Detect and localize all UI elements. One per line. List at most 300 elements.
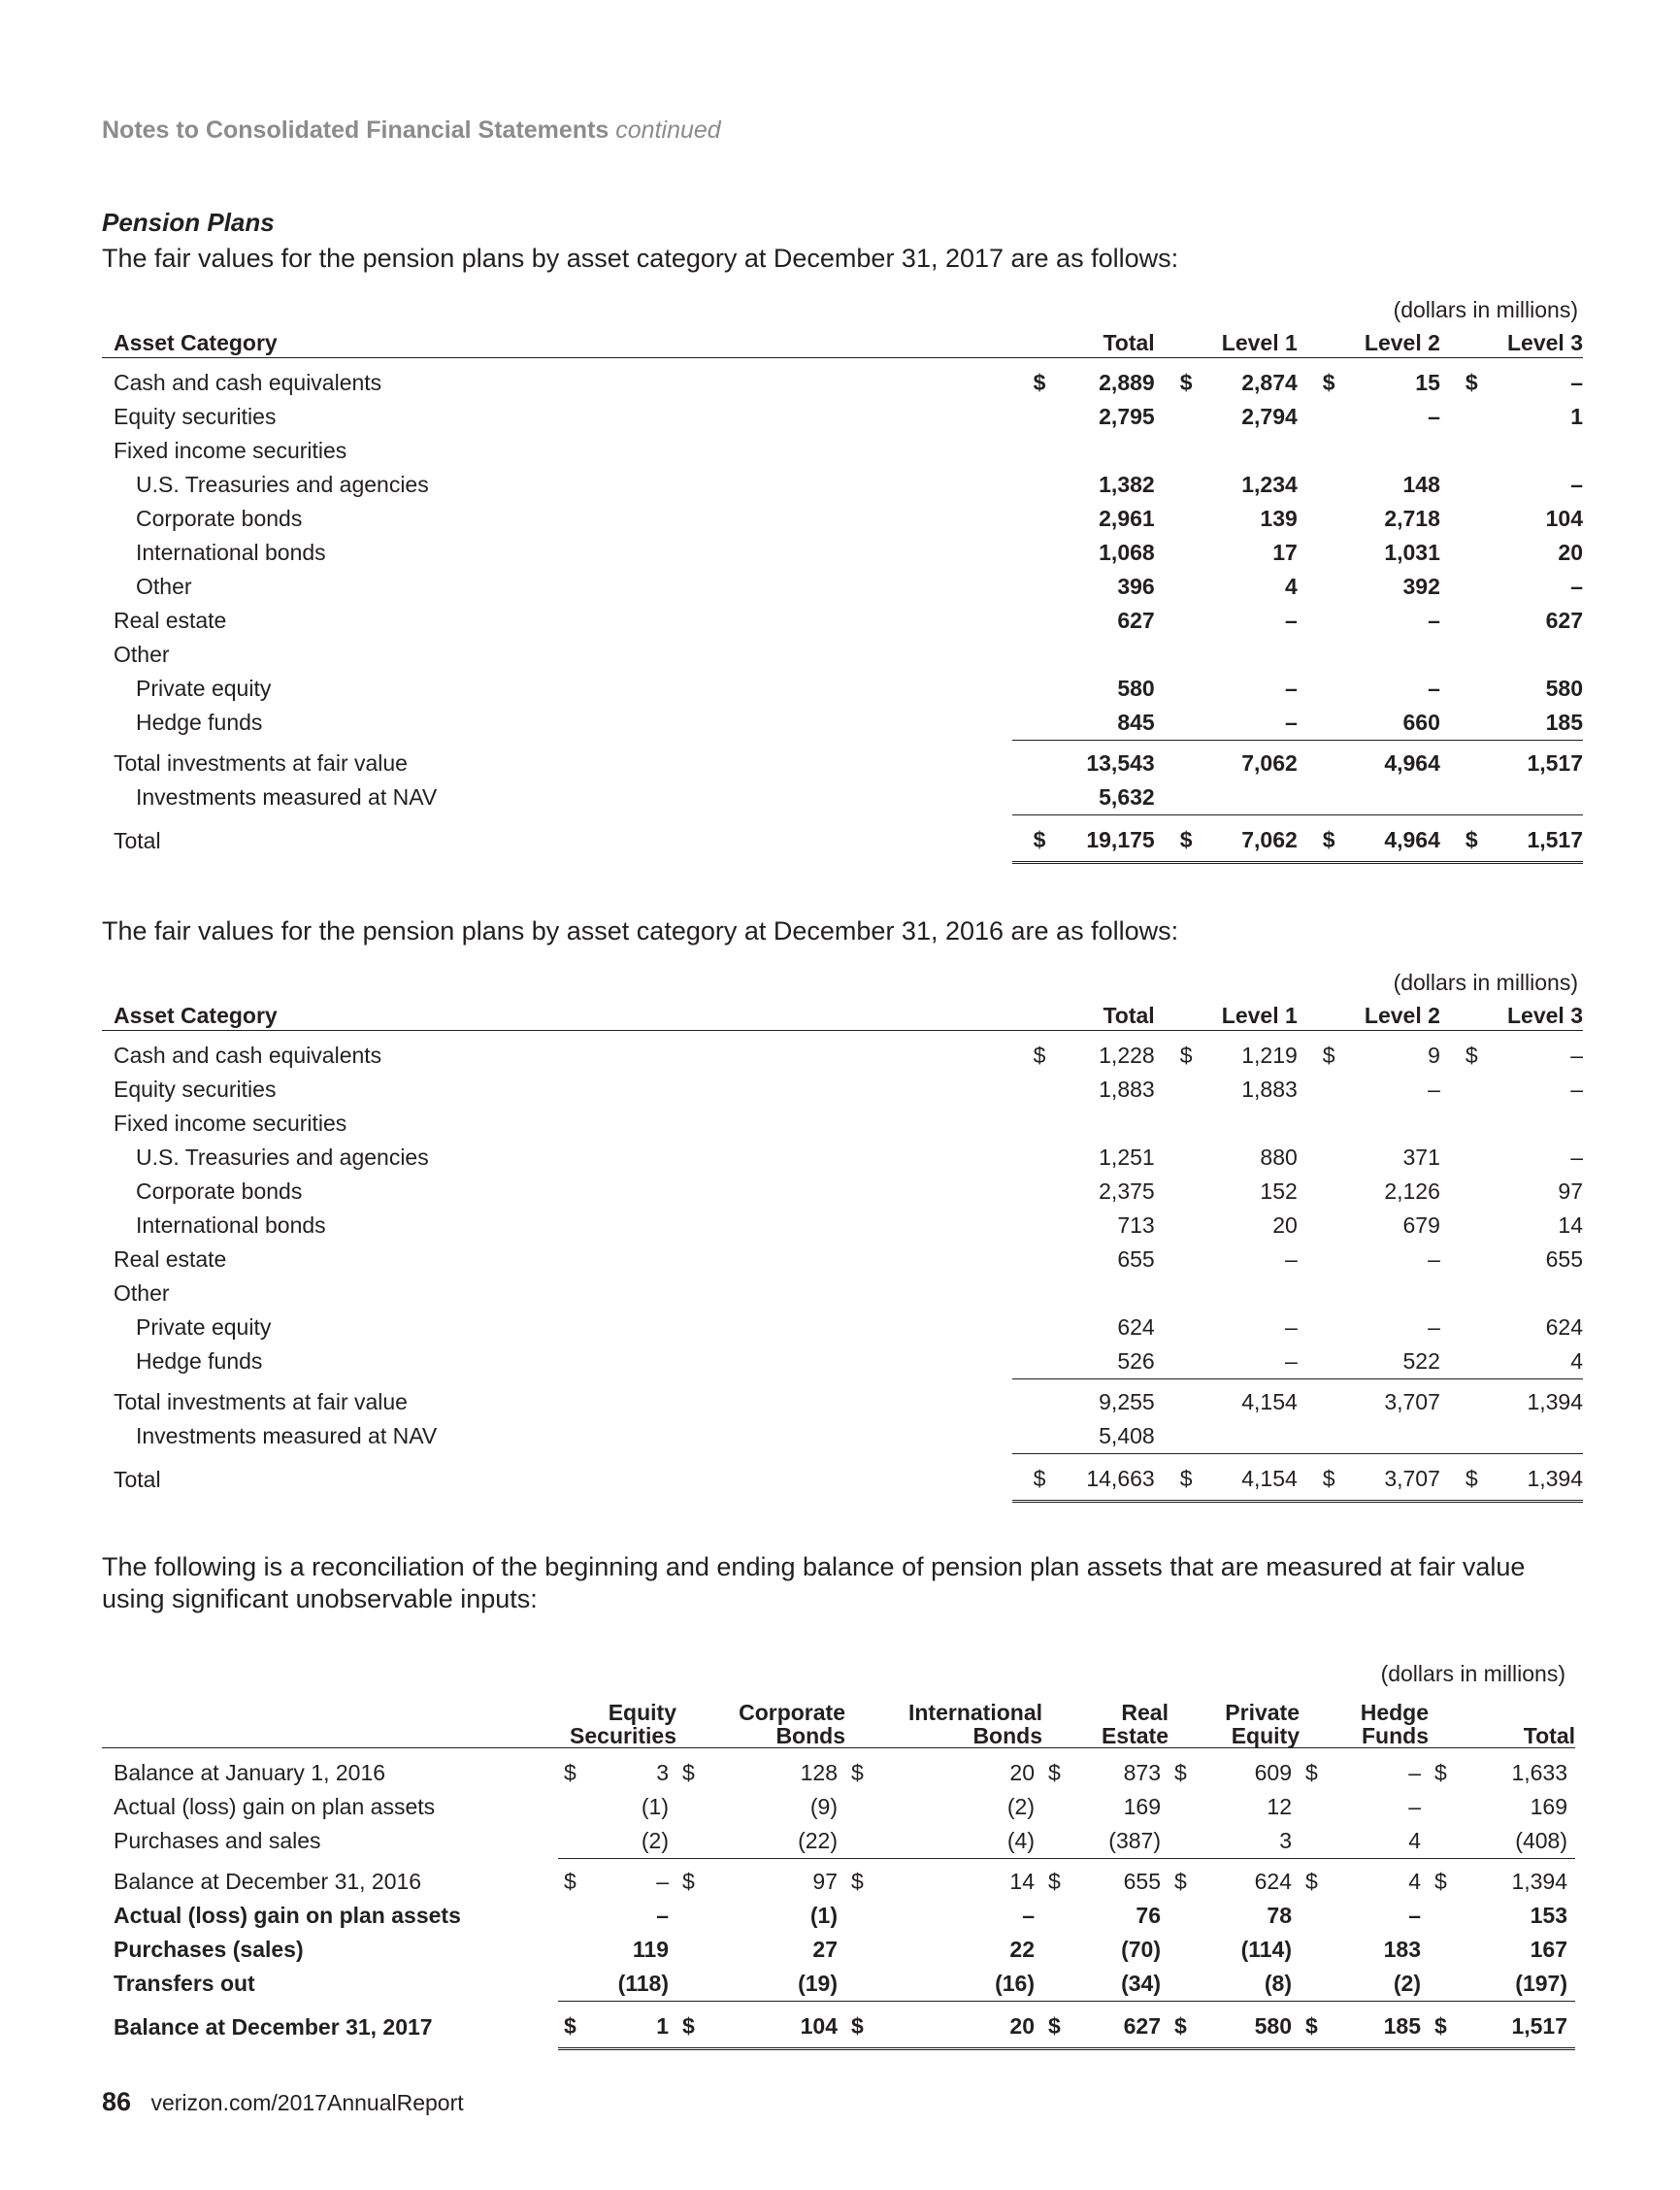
value-cell <box>1429 1790 1575 1824</box>
table-row <box>102 468 1583 502</box>
row-label: Balance at December 31, 2016 <box>114 1868 422 1894</box>
row-label: Balance at December 31, 2017 <box>114 2013 433 2040</box>
value: (8) <box>1264 1971 1292 1996</box>
value-cell <box>1429 1748 1575 1791</box>
value-cell <box>1440 1243 1583 1277</box>
value: – <box>1428 404 1440 429</box>
row-label: Investments measured at NAV <box>136 1423 438 1449</box>
value-cell <box>1440 400 1583 434</box>
value: 1,517 <box>1527 750 1583 776</box>
row-label: Actual (loss) gain on plan assets <box>114 1794 436 1819</box>
empty-cell <box>1298 780 1440 815</box>
fair-value-table-2017 <box>102 328 1583 864</box>
value: 152 <box>1260 1178 1298 1204</box>
value-cell <box>1012 1107 1155 1141</box>
total-row <box>102 815 1583 863</box>
value-cell <box>1429 1899 1575 1933</box>
currency-symbol: $ <box>564 1869 576 1894</box>
value: 97 <box>812 1869 838 1894</box>
value: – <box>1570 472 1583 497</box>
table-row <box>102 1073 1583 1107</box>
table-row <box>102 536 1583 570</box>
value-cell <box>845 1933 1042 1967</box>
value: 1,068 <box>1099 540 1155 565</box>
table-row <box>102 638 1583 672</box>
value: 4 <box>1570 1348 1583 1374</box>
currency-symbol: $ <box>1465 1466 1478 1491</box>
value: 2,795 <box>1099 404 1155 429</box>
value: – <box>656 1903 669 1928</box>
value-cell <box>1440 358 1583 401</box>
row-label: Other <box>114 642 170 667</box>
value: 1,251 <box>1099 1145 1155 1170</box>
table-header-row <box>102 1001 1583 1031</box>
value-cell <box>1012 1311 1155 1344</box>
value-cell <box>1155 400 1298 434</box>
value: 20 <box>1272 1212 1298 1238</box>
currency-symbol: $ <box>1322 1466 1335 1491</box>
value: 185 <box>1545 710 1583 735</box>
row-label: Real estate <box>114 608 227 633</box>
reconciliation-table <box>102 1693 1575 2050</box>
row-label: Total investments at fair value <box>114 1388 408 1414</box>
value: 627 <box>1123 2013 1161 2039</box>
value: 655 <box>1117 1246 1155 1272</box>
currency-symbol: $ <box>1048 2013 1061 2039</box>
value: 2,889 <box>1099 370 1155 395</box>
value: 119 <box>632 1937 669 1962</box>
value-cell <box>1012 1209 1155 1243</box>
value-cell <box>1012 815 1155 863</box>
value-cell <box>1155 1454 1298 1502</box>
row-label: Corporate bonds <box>136 506 303 531</box>
value-cell <box>1155 570 1298 604</box>
value: – <box>1428 608 1440 633</box>
value: 22 <box>1009 1937 1035 1962</box>
value-cell <box>1440 706 1583 741</box>
value-cell <box>1440 604 1583 638</box>
value-cell <box>1440 815 1583 863</box>
value-cell <box>1012 1419 1155 1454</box>
value-cell <box>1155 1379 1298 1420</box>
value: 20 <box>1009 2013 1035 2039</box>
value: (2) <box>1393 1971 1421 1996</box>
value-cell <box>1155 1141 1298 1175</box>
value-cell <box>1012 1344 1155 1379</box>
value-cell <box>1155 468 1298 502</box>
value: (1) <box>641 1794 669 1819</box>
value-cell <box>1012 1277 1155 1311</box>
value: 97 <box>1558 1178 1583 1204</box>
value-cell <box>1298 1243 1440 1277</box>
value-cell <box>1012 358 1155 401</box>
value-cell <box>1012 400 1155 434</box>
value-cell <box>1155 638 1298 672</box>
value-cell <box>676 2002 845 2049</box>
header-line: Bonds <box>775 1723 845 1748</box>
value-cell <box>845 2002 1042 2049</box>
value-cell <box>1298 1344 1440 1379</box>
value-cell <box>1155 1311 1298 1344</box>
value: 1,517 <box>1511 2013 1567 2039</box>
value: – <box>1428 1077 1440 1102</box>
value: 713 <box>1117 1212 1155 1238</box>
value-cell <box>558 1859 676 1900</box>
row-label: Fixed income securities <box>114 438 347 463</box>
value-cell <box>1155 1277 1298 1311</box>
header-column <box>558 1693 676 1748</box>
value: 371 <box>1402 1145 1440 1170</box>
value: 3,707 <box>1384 1389 1440 1414</box>
value: 78 <box>1267 1903 1292 1928</box>
value-cell <box>1155 1175 1298 1209</box>
row-label: Private equity <box>136 676 272 701</box>
units-2017: (dollars in millions) <box>1393 297 1578 322</box>
empty-cell <box>1298 1419 1440 1454</box>
intro-2017: The fair values for the pension plans by asset category at December 31, 2017 are as follows: <box>102 244 1179 273</box>
currency-symbol: $ <box>1465 827 1478 852</box>
intro-2016: The fair values for the pension plans by asset category at December 31, 2016 are as follows: <box>102 916 1179 946</box>
value: 7,062 <box>1241 750 1298 776</box>
currency-symbol: $ <box>1048 1760 1061 1785</box>
row-label: Actual (loss) gain on plan assets <box>114 1903 461 1928</box>
value-cell <box>1155 1344 1298 1379</box>
currency-symbol: $ <box>1174 1869 1187 1894</box>
value-cell <box>1155 1243 1298 1277</box>
currency-symbol: $ <box>564 1760 576 1785</box>
value: 1,517 <box>1527 827 1583 852</box>
row-label: International bonds <box>136 540 326 565</box>
value-cell <box>1298 1379 1440 1420</box>
header-column: Total <box>1012 328 1155 358</box>
value-cell <box>1169 2002 1300 2049</box>
value: (19) <box>798 1971 838 1996</box>
value: 3,707 <box>1384 1466 1440 1491</box>
value-cell <box>1042 1967 1169 2002</box>
value-cell <box>1169 1790 1300 1824</box>
value: 4,154 <box>1241 1466 1298 1491</box>
value-cell <box>558 1790 676 1824</box>
value-cell <box>1298 1031 1440 1074</box>
currency-symbol: $ <box>1305 1760 1318 1785</box>
value-cell <box>1298 400 1440 434</box>
value: 5,408 <box>1099 1423 1155 1448</box>
value-cell <box>558 1899 676 1933</box>
value-cell <box>1440 1031 1583 1074</box>
value-cell <box>1169 1899 1300 1933</box>
value-cell <box>1298 358 1440 401</box>
value: – <box>1570 1077 1583 1102</box>
value: 873 <box>1123 1760 1161 1785</box>
value-cell <box>676 1933 845 1967</box>
value-cell <box>1042 1790 1169 1824</box>
value-cell <box>1440 1344 1583 1379</box>
value-cell <box>845 1824 1042 1859</box>
value: 1,219 <box>1241 1043 1298 1068</box>
value-cell <box>1298 1277 1440 1311</box>
value-cell <box>1012 780 1155 815</box>
table-row <box>102 1107 1583 1141</box>
value-cell <box>845 1748 1042 1791</box>
value-cell <box>1429 1967 1575 2002</box>
value-cell <box>558 1824 676 1859</box>
value: 9,255 <box>1099 1389 1155 1414</box>
currency-symbol: $ <box>1465 370 1478 395</box>
currency-symbol: $ <box>682 1869 695 1894</box>
table-row <box>102 502 1583 536</box>
value: 522 <box>1402 1348 1440 1374</box>
value: 169 <box>1530 1794 1567 1819</box>
value-cell <box>1042 2002 1169 2049</box>
value: – <box>1022 1903 1035 1928</box>
value: – <box>1285 710 1298 735</box>
value: 7,062 <box>1241 827 1298 852</box>
value-cell <box>676 1748 845 1791</box>
value: (114) <box>1240 1937 1292 1962</box>
running-head <box>102 116 721 145</box>
row-label: Total <box>114 1466 161 1492</box>
value-cell <box>1298 815 1440 863</box>
empty-cell <box>1155 1419 1298 1454</box>
table-row <box>102 706 1583 741</box>
value-cell <box>558 1933 676 1967</box>
value-cell <box>1155 1107 1298 1141</box>
value-cell <box>1440 570 1583 604</box>
value-cell <box>1440 536 1583 570</box>
table-row <box>102 604 1583 638</box>
header-column: Level 3 <box>1440 1001 1583 1031</box>
value-cell <box>1429 1933 1575 1967</box>
footer-url: verizon.com/2017AnnualReport <box>150 2090 464 2115</box>
value: – <box>1428 1246 1440 1272</box>
row-label: Private equity <box>136 1314 272 1340</box>
subtotal-row <box>102 1379 1583 1420</box>
header-line: Equity <box>608 1700 676 1725</box>
value: 12 <box>1267 1794 1292 1819</box>
value: 392 <box>1402 574 1440 599</box>
value: (22) <box>798 1828 838 1853</box>
header-line: Estate <box>1101 1723 1169 1748</box>
value: – <box>1285 1314 1298 1340</box>
value: 845 <box>1117 710 1155 735</box>
row-label: Fixed income securities <box>114 1111 347 1136</box>
currency-symbol: $ <box>851 2013 864 2039</box>
subtotal-row <box>102 741 1583 781</box>
value-cell <box>1012 1243 1155 1277</box>
currency-symbol: $ <box>1033 370 1046 395</box>
value: 9 <box>1428 1043 1440 1068</box>
header-column <box>845 1693 1042 1748</box>
value: – <box>1428 676 1440 701</box>
value-cell <box>1440 638 1583 672</box>
value-cell <box>1298 536 1440 570</box>
row-label: International bonds <box>136 1212 326 1238</box>
value: 167 <box>1530 1937 1567 1962</box>
value-cell <box>1012 570 1155 604</box>
table-row <box>102 1748 1575 1791</box>
value-cell <box>1429 2002 1575 2049</box>
row-label: Purchases and sales <box>114 1828 321 1854</box>
total-row <box>102 1454 1583 1502</box>
header-line: Private <box>1225 1700 1300 1725</box>
value-cell <box>1042 1824 1169 1859</box>
currency-symbol: $ <box>1434 1760 1447 1785</box>
value-cell <box>1169 1859 1300 1900</box>
value-cell <box>1440 672 1583 706</box>
currency-symbol: $ <box>1322 1043 1335 1068</box>
value-cell <box>1012 1141 1155 1175</box>
units-reconciliation: (dollars in millions) <box>1380 1661 1565 1686</box>
value-cell <box>676 1859 845 1900</box>
row-label: Balance at January 1, 2016 <box>114 1760 386 1785</box>
value-cell <box>1155 604 1298 638</box>
table-row <box>102 1967 1575 2002</box>
value: (16) <box>995 1971 1035 1996</box>
value: (408) <box>1515 1828 1567 1853</box>
value-cell <box>1169 1933 1300 1967</box>
value-cell <box>1012 1073 1155 1107</box>
value: 14 <box>1558 1212 1583 1238</box>
value: 580 <box>1545 676 1583 701</box>
value-cell <box>1012 434 1155 468</box>
value-cell <box>1298 1073 1440 1107</box>
value-cell <box>1012 502 1155 536</box>
value: 1,394 <box>1511 1869 1567 1894</box>
currency-symbol: $ <box>1434 2013 1447 2039</box>
intro-reconciliation: The following is a reconciliation of the beginning and ending balance of pension plan assets that are measured at fair value using significant unobservable inputs: <box>102 1552 1526 1613</box>
table-row <box>102 2002 1575 2049</box>
footer <box>102 2087 464 2117</box>
header-column: Level 3 <box>1440 328 1583 358</box>
value: – <box>1570 370 1583 395</box>
currency-symbol: $ <box>1179 1043 1193 1068</box>
value-cell <box>1298 638 1440 672</box>
row-label: Cash and cash equivalents <box>114 1043 382 1068</box>
value-cell <box>1155 706 1298 741</box>
page-number: 86 <box>102 2087 132 2116</box>
value: – <box>1408 1903 1421 1928</box>
currency-symbol: $ <box>1033 1466 1046 1491</box>
value: (4) <box>1006 1828 1035 1853</box>
table-row <box>102 400 1583 434</box>
row-label: Cash and cash equivalents <box>114 370 382 395</box>
value-cell <box>1012 604 1155 638</box>
value: (2) <box>641 1828 669 1853</box>
section-title: Pension Plans <box>102 208 275 237</box>
value-cell <box>1298 1454 1440 1502</box>
value-cell <box>1298 741 1440 781</box>
value: 19,175 <box>1086 827 1155 852</box>
header-line: Funds <box>1362 1723 1429 1748</box>
value-cell <box>1298 706 1440 741</box>
table-row <box>102 1243 1583 1277</box>
value: 2,961 <box>1099 506 1155 531</box>
table-row <box>102 1141 1583 1175</box>
value: 4 <box>1408 1828 1421 1853</box>
value: (70) <box>1121 1937 1161 1962</box>
value: 1,234 <box>1241 472 1298 497</box>
value-cell <box>558 1967 676 2002</box>
running-head-continued: continued <box>615 116 721 144</box>
fair-value-table-2016 <box>102 1001 1583 1503</box>
value: 627 <box>1117 608 1155 633</box>
header-line: Real <box>1121 1700 1169 1725</box>
currency-symbol: $ <box>564 2013 576 2039</box>
currency-symbol: $ <box>1174 1760 1187 1785</box>
value: 580 <box>1117 676 1155 701</box>
table-row <box>102 1824 1575 1859</box>
currency-symbol: $ <box>682 2013 695 2039</box>
empty-cell <box>1155 780 1298 815</box>
header-column <box>1042 1693 1169 1748</box>
value-cell <box>1298 1107 1440 1141</box>
row-label: U.S. Treasuries and agencies <box>136 1145 429 1170</box>
currency-symbol: $ <box>1174 2013 1187 2039</box>
value-cell <box>1155 672 1298 706</box>
value: 183 <box>1383 1937 1421 1962</box>
value: 128 <box>800 1760 838 1785</box>
currency-symbol: $ <box>1465 1043 1478 1068</box>
value: 624 <box>1545 1314 1583 1340</box>
value: 526 <box>1117 1348 1155 1374</box>
header-asset-category: Asset Category <box>102 328 1012 358</box>
value-cell <box>1300 2002 1429 2049</box>
value: 1 <box>1570 404 1583 429</box>
value-cell <box>1169 1967 1300 2002</box>
value-cell <box>1440 1454 1583 1502</box>
header-line: Securities <box>570 1723 676 1748</box>
value-cell <box>1300 1790 1429 1824</box>
value-cell <box>1012 1379 1155 1420</box>
value: 1 <box>656 2013 669 2039</box>
value-cell <box>1169 1748 1300 1791</box>
value-cell <box>1440 468 1583 502</box>
header-column: Level 1 <box>1155 1001 1298 1031</box>
value-cell <box>845 1967 1042 2002</box>
value: 5,632 <box>1099 784 1155 810</box>
value: 3 <box>656 1760 669 1785</box>
nav-row <box>102 780 1583 815</box>
header-column: Level 1 <box>1155 328 1298 358</box>
value: – <box>1570 1043 1583 1068</box>
value: 2,126 <box>1384 1178 1440 1204</box>
header-column <box>676 1693 845 1748</box>
table-row <box>102 1344 1583 1379</box>
value: – <box>1570 574 1583 599</box>
header-line: Hedge <box>1360 1700 1429 1725</box>
row-label: Corporate bonds <box>136 1178 303 1204</box>
nav-row <box>102 1419 1583 1454</box>
value: 1,883 <box>1099 1077 1155 1102</box>
value-cell <box>1012 1175 1155 1209</box>
row-label: Purchases (sales) <box>114 1937 304 1962</box>
value: 1,031 <box>1384 540 1440 565</box>
table-row <box>102 1277 1583 1311</box>
value-cell <box>676 1790 845 1824</box>
value-cell <box>1012 638 1155 672</box>
value-cell <box>1440 1379 1583 1420</box>
table-row <box>102 1899 1575 1933</box>
value: 185 <box>1383 2013 1421 2039</box>
value-cell <box>1155 1073 1298 1107</box>
value-cell <box>1429 1859 1575 1900</box>
row-label: Equity securities <box>114 404 277 429</box>
value: – <box>1408 1760 1421 1785</box>
header-line: Bonds <box>972 1723 1042 1748</box>
value-cell <box>1300 1933 1429 1967</box>
value-cell <box>1298 434 1440 468</box>
value: 2,375 <box>1099 1178 1155 1204</box>
